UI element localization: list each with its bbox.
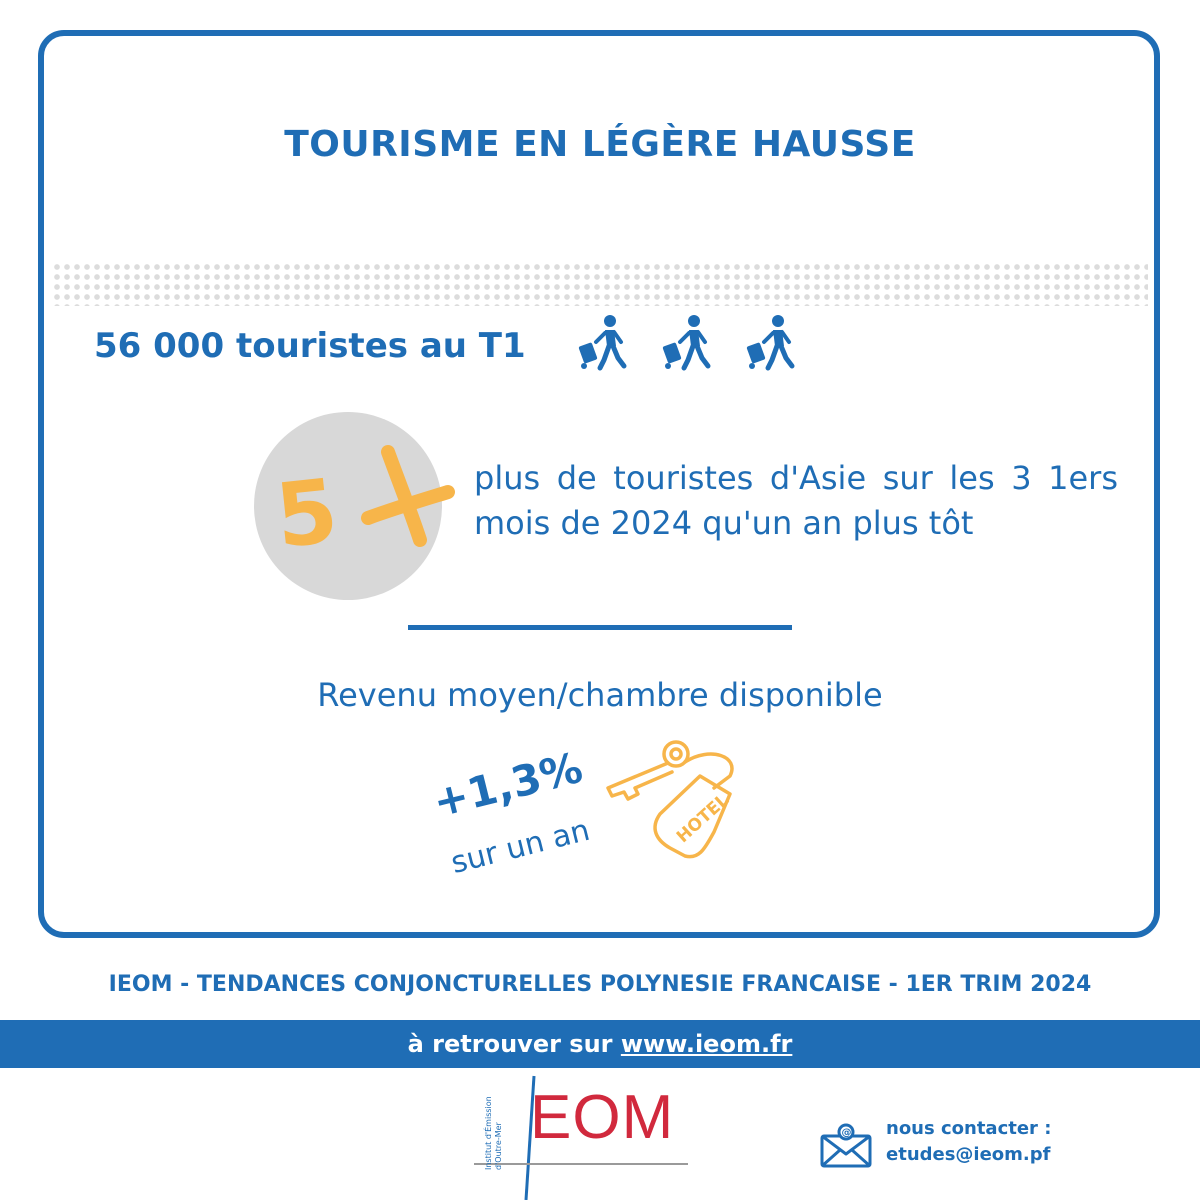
logo-wordmark: EOM	[530, 1083, 675, 1152]
revenue-period: sur un an	[447, 812, 594, 881]
hotel-tag-text: HOTEL	[672, 790, 733, 848]
contact-block	[886, 1116, 1051, 1168]
mail-icon	[820, 1122, 872, 1168]
hotel-key-icon	[590, 736, 750, 896]
dotted-divider	[52, 262, 1148, 306]
svg-text:@: @	[841, 1127, 852, 1139]
revenue-label: Revenu moyen/chambre disponible	[317, 676, 883, 714]
multiplier-number: 5	[270, 459, 343, 568]
section-divider	[408, 625, 792, 630]
multiplier-x-symbol	[360, 440, 460, 550]
tourist-with-luggage-icon	[742, 312, 802, 372]
contact-label: nous contacter :	[886, 1118, 1052, 1139]
footer-band-text	[0, 1030, 1200, 1058]
tourists-count-label: 56 000 touristes au T1	[94, 326, 526, 366]
logo-subtitle: Institut d'Émission d'Outre-Mer	[484, 1096, 503, 1170]
revenue-change: +1,3%	[428, 742, 588, 827]
tourist-with-luggage-icon	[658, 312, 718, 372]
footer-title: IEOM - TENDANCES CONJONCTURELLES POLYNESIE FRANCAISE - 1ER TRIM 2024	[108, 972, 1092, 997]
band-prefix: à retrouver sur	[407, 1030, 621, 1058]
page-title: TOURISME EN LÉGÈRE HAUSSE	[284, 124, 916, 165]
website-link[interactable]: www.ieom.fr	[620, 1030, 793, 1058]
asia-tourists-text: plus de touristes d'Asie sur les 3 1ers mois de 2024 qu'un an plus tôt	[474, 459, 1118, 542]
contact-email[interactable]: etudes@ieom.pf	[886, 1144, 1051, 1165]
tourist-with-luggage-icon	[574, 312, 634, 372]
